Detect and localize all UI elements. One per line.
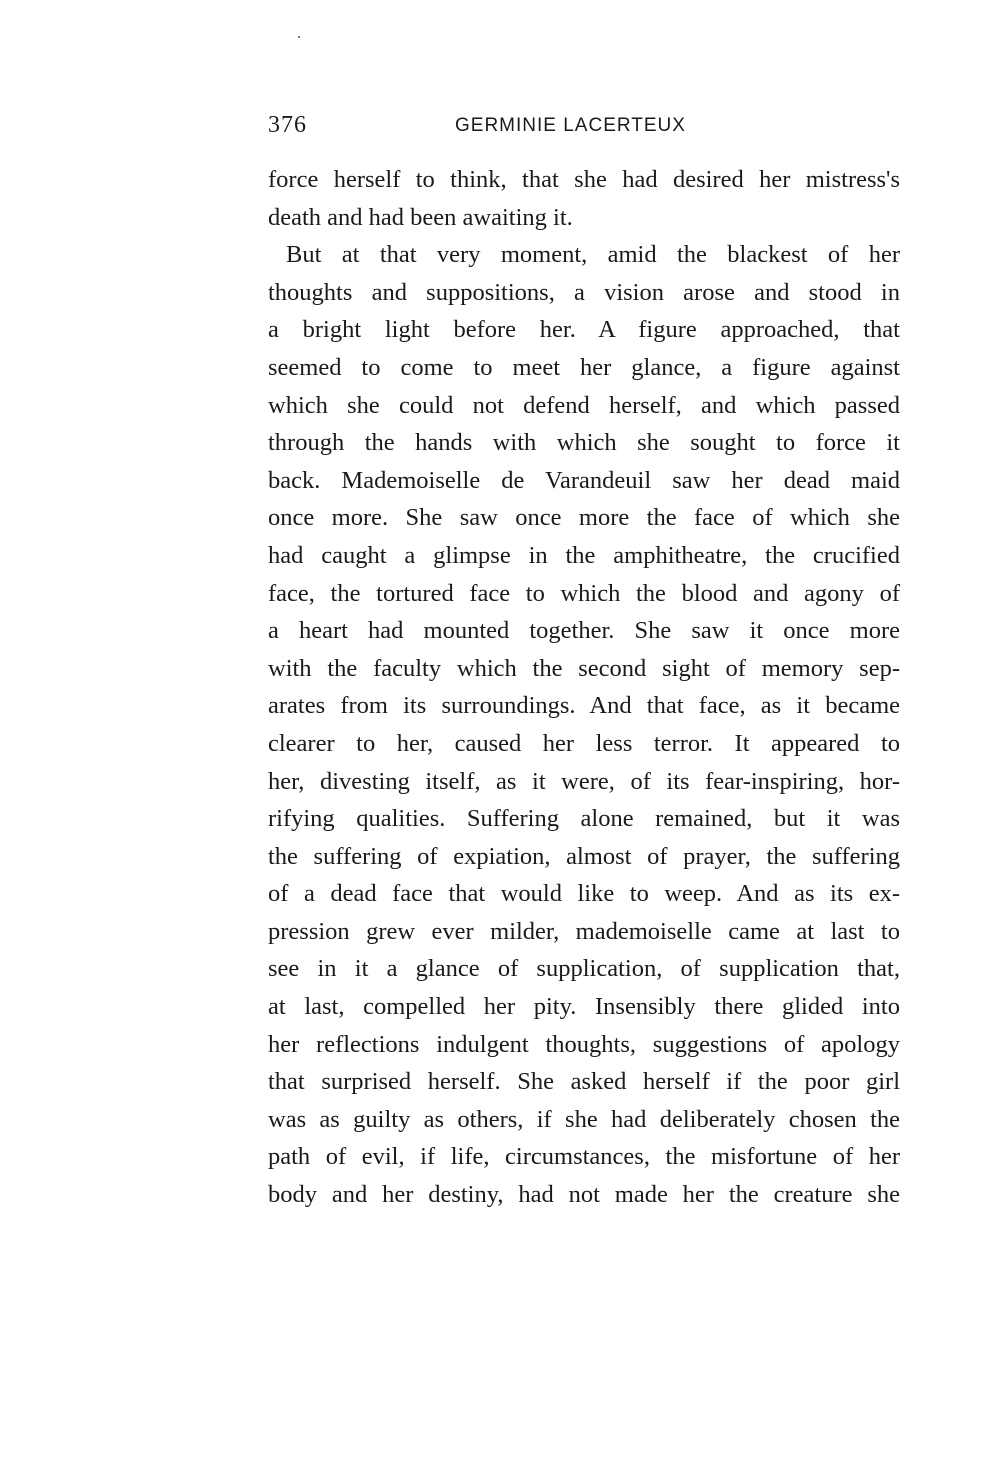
text-line: force herself to think, that she had desired her mistress's (268, 166, 900, 193)
text-line: pression grew ever milder, mademoiselle came at last to (268, 917, 900, 945)
text-line: body and her destiny, had not made her the creature she (268, 1181, 900, 1209)
text-line: path of evil, if life, circumstances, the misfortune of her (268, 1143, 900, 1171)
text-line: the suffering of expiation, almost of prayer, the suffering (268, 842, 900, 870)
text-line: through the hands with which she sought to force it (268, 429, 900, 457)
text-line: her reflections indulgent thoughts, suggestions of apology (268, 1030, 900, 1058)
text-line: once more. She saw once more the face of which she (268, 504, 900, 532)
text-line: with the faculty which the second sight of memory sep- (268, 654, 900, 682)
text-line: rifying qualities. Suffering alone remained, but it was (268, 805, 900, 833)
running-title: GERMINIE LACERTEUX (455, 115, 686, 136)
body-text (268, 161, 900, 1214)
text-line: thoughts and suppositions, a vision arose and stood in (268, 278, 900, 306)
page-number: 376 (268, 112, 307, 138)
text-line: at last, compelled her pity. Insensibly there glided into (268, 993, 900, 1021)
text-line: a heart had mounted together. She saw it once more (268, 617, 900, 645)
running-head (268, 112, 900, 142)
text-line: was as guilty as others, if she had deliberately chosen the (268, 1105, 900, 1133)
text-line: see in it a glance of supplication, of supplication that, (268, 955, 900, 983)
scan-speck (298, 36, 300, 38)
paragraph-first-line: But at that very moment, amid the blackest of her (286, 241, 900, 269)
text-line: clearer to her, caused her less terror. It appeared to (268, 729, 900, 757)
text-line: that surprised herself. She asked herself if the poor girl (268, 1068, 900, 1096)
text-line: arates from its surroundings. And that face, as it became (268, 692, 900, 720)
text-line: had caught a glimpse in the amphitheatre, the crucified (268, 541, 900, 569)
text-line: death and had been awaiting it. (268, 203, 573, 231)
text-line: her, divesting itself, as it were, of its fear-inspiring, hor- (268, 767, 900, 795)
text-line: a bright light before her. A figure approached, that (268, 316, 900, 344)
text-line: of a dead face that would like to weep. And as its ex- (268, 880, 900, 908)
text-line: face, the tortured face to which the blood and agony of (268, 579, 900, 607)
text-line: seemed to come to meet her glance, a figure against (268, 353, 900, 381)
text-line: back. Mademoiselle de Varandeuil saw her dead maid (268, 466, 900, 494)
text-line: which she could not defend herself, and which passed (268, 391, 900, 419)
